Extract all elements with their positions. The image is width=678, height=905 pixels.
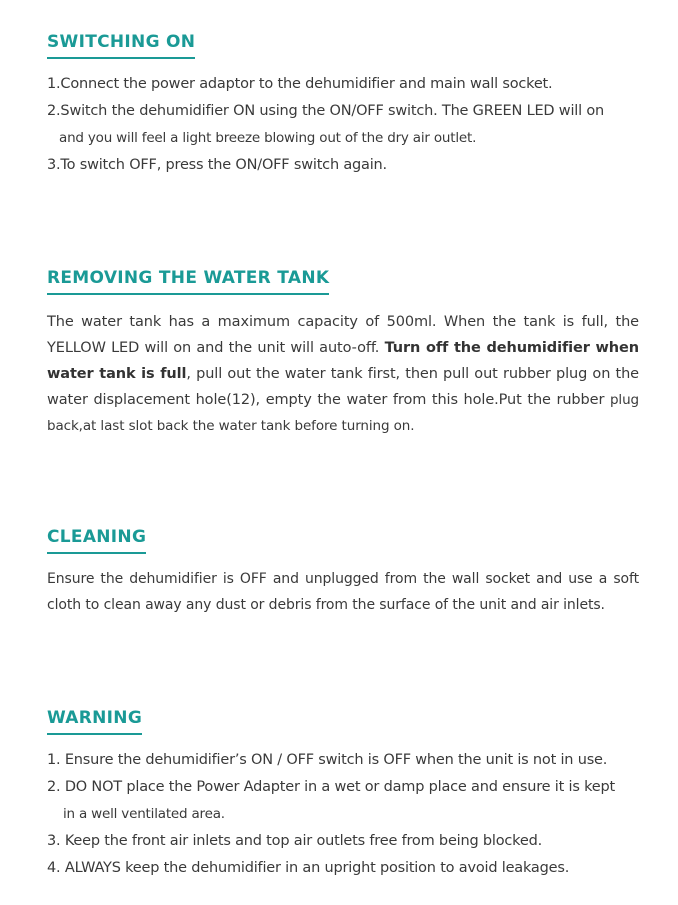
list-item-text: 3. Keep the front air inlets and top air outlets free from being blocked. <box>47 833 542 849</box>
section-cleaning <box>47 527 639 618</box>
section-switching-on <box>47 32 639 179</box>
heading-warning: WARNING <box>47 708 142 735</box>
section-warning <box>47 708 639 882</box>
list-item-text: 1.Connect the power adaptor to the dehumidifier and main wall socket. <box>47 76 553 92</box>
water-tank-text-after: , pull out the water tank first, then pull out rubber plug on the water displacement hole(12), empty the water from this hole.Put the rubber <box>47 366 640 408</box>
list-item-continuation: and you will feel a light breeze blowing out of the dry air outlet. <box>59 130 477 146</box>
heading-cleaning: CLEANING <box>47 527 146 554</box>
list-item-text: 4. ALWAYS keep the dehumidifier in an upright position to avoid leakages. <box>47 860 570 876</box>
list-item-text: 2.Switch the dehumidifier ON using the ON/OFF switch. The GREEN LED will on <box>47 103 605 119</box>
warning-list <box>47 747 639 882</box>
list-item-text: 2. DO NOT place the Power Adapter in a wet or damp place and ensure it is kept <box>47 779 615 795</box>
list-item <box>47 855 639 882</box>
section-water-tank <box>47 268 639 439</box>
heading-switching-on: SWITCHING ON <box>47 32 195 59</box>
list-item <box>47 747 639 774</box>
list-item-continuation: in a well ventilated area. <box>63 806 225 822</box>
list-item <box>47 774 639 828</box>
water-tank-bold-warning: Turn off the dehumidifier when water tank is full <box>47 340 639 382</box>
cleaning-paragraph: Ensure the dehumidifier is OFF and unplugged from the wall socket and use a soft cloth to clean away any dust or debris from the surface of the unit and air inlets. <box>47 571 639 613</box>
list-item-text: 3.To switch OFF, press the ON/OFF switch again. <box>47 157 387 173</box>
list-item <box>47 152 639 179</box>
list-item-text: 1. Ensure the dehumidifier’s ON / OFF switch is OFF when the unit is not in use. <box>47 752 608 768</box>
list-item <box>47 828 639 855</box>
list-item <box>47 98 639 152</box>
list-item <box>47 71 639 98</box>
heading-water-tank: REMOVING THE WATER TANK <box>47 268 329 295</box>
water-tank-text-end: plug back,at last slot back the water tank before turning on. <box>47 392 639 434</box>
water-tank-paragraph <box>47 309 639 439</box>
water-tank-text-before: The water tank has a maximum capacity of 500ml. When the tank is full, the YELLOW LED will on and the unit will auto-off. <box>47 314 639 356</box>
switching-on-list <box>47 71 639 179</box>
